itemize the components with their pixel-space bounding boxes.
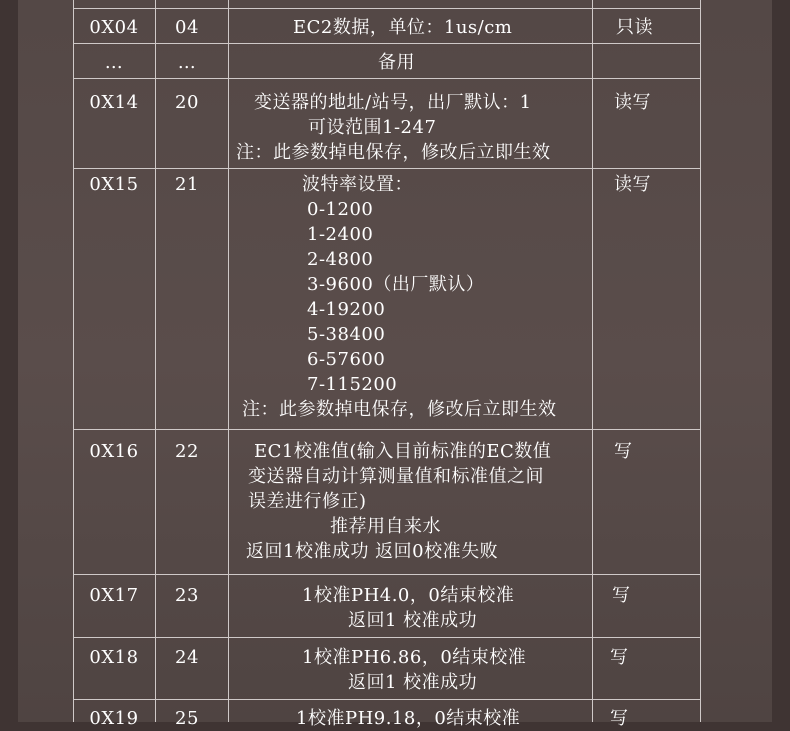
table-row-0x14-description-line: 注：此参数掉电保存，修改后立即生效 <box>236 142 551 163</box>
row-divider <box>73 637 701 638</box>
table-row-0x15-description-line: 波特率设置： <box>302 174 413 195</box>
table-row-0x18-decimal: 24 <box>175 647 199 668</box>
table-row-0x16-description-line: 推荐用自来水 <box>330 516 441 537</box>
table-row-0x15-description-line: 7-115200 <box>307 374 398 395</box>
table-row-0x15-description-line: 1-2400 <box>307 224 374 245</box>
table-row-0x04-access: 只读 <box>616 17 653 38</box>
table-row-0x15-description-line: 6-57600 <box>307 349 386 370</box>
table-row-0x18-description-line: 返回1 校准成功 <box>348 672 478 693</box>
table-row-0x04-decimal: 04 <box>175 17 199 38</box>
table-row-0x04-description: EC2数据，单位：1us/cm <box>293 17 513 38</box>
table-row-0x19-address: 0X19 <box>89 708 139 729</box>
table-row-0x15-description-line: 3-9600（出厂默认） <box>307 274 485 295</box>
row-divider <box>73 574 701 575</box>
table-row-0x19-decimal: 25 <box>175 708 199 729</box>
table-row-0x16-access: 写 <box>614 441 633 462</box>
row-divider <box>73 699 701 700</box>
table-row-0x16-decimal: 22 <box>175 441 199 462</box>
table-row-0x14-address: 0X14 <box>89 92 139 113</box>
table-row-0x16-description-line: 返回1校准成功 返回0校准失败 <box>246 541 499 562</box>
table-row-0x17-description-line: 返回1 校准成功 <box>348 610 478 631</box>
table-row-0x17-access: 写 <box>612 585 631 606</box>
table-row-0x17-address: 0X17 <box>89 585 139 606</box>
row-divider <box>73 43 701 44</box>
table-border-right <box>700 0 701 722</box>
table-row-0x18-address: 0X18 <box>89 647 139 668</box>
row-divider <box>73 8 701 9</box>
row-divider <box>73 78 701 79</box>
table-row-0x17-description-line: 1校准PH4.0，0结束校准 <box>302 585 515 606</box>
table-row-0x15-description-line: 0-1200 <box>307 199 374 220</box>
table-row-0x18-description-line: 1校准PH6.86，0结束校准 <box>302 647 527 668</box>
table-row-0x17-decimal: 23 <box>175 585 199 606</box>
table-row-0x15-access: 读写 <box>614 174 651 195</box>
column-divider-3 <box>592 0 593 722</box>
table-row-0x04-address: 0X04 <box>89 17 139 38</box>
column-divider-2 <box>228 0 229 722</box>
table-row-0x16-description-line: EC1校准值(输入目前标准的EC数值 <box>254 441 552 462</box>
row-divider <box>73 168 701 169</box>
table-row-reserved-address: … <box>104 52 124 73</box>
table-row-0x15-address: 0X15 <box>89 174 139 195</box>
table-row-0x18-access: 写 <box>610 647 629 668</box>
table-row-0x16-address: 0X16 <box>89 441 139 462</box>
row-divider <box>73 429 701 430</box>
table-row-0x15-description-line: 4-19200 <box>307 299 386 320</box>
table-row-0x16-description-line: 误差进行修正) <box>248 491 367 512</box>
table-row-0x14-description-line: 可设范围1-247 <box>308 117 437 138</box>
table-row-reserved-description: 备用 <box>378 52 415 73</box>
table-row-0x15-decimal: 21 <box>175 174 199 195</box>
table-row-0x15-description-line: 注：此参数掉电保存，修改后立即生效 <box>242 399 557 420</box>
table-row-0x14-access: 读写 <box>614 92 651 113</box>
table-row-reserved-decimal: … <box>177 52 197 73</box>
table-row-0x14-decimal: 20 <box>175 92 199 113</box>
table-row-0x19-description-line: 1校准PH9.18，0结束校准 <box>296 708 521 729</box>
table-row-0x14-description-line: 变送器的地址/站号，出厂默认：1 <box>254 92 532 113</box>
table-row-0x16-description-line: 变送器自动计算测量值和标准值之间 <box>248 466 544 487</box>
table-row-0x19-access: 写 <box>610 708 629 729</box>
table-row-0x15-description-line: 2-4800 <box>307 249 374 270</box>
table-row-0x15-description-line: 5-38400 <box>307 324 386 345</box>
